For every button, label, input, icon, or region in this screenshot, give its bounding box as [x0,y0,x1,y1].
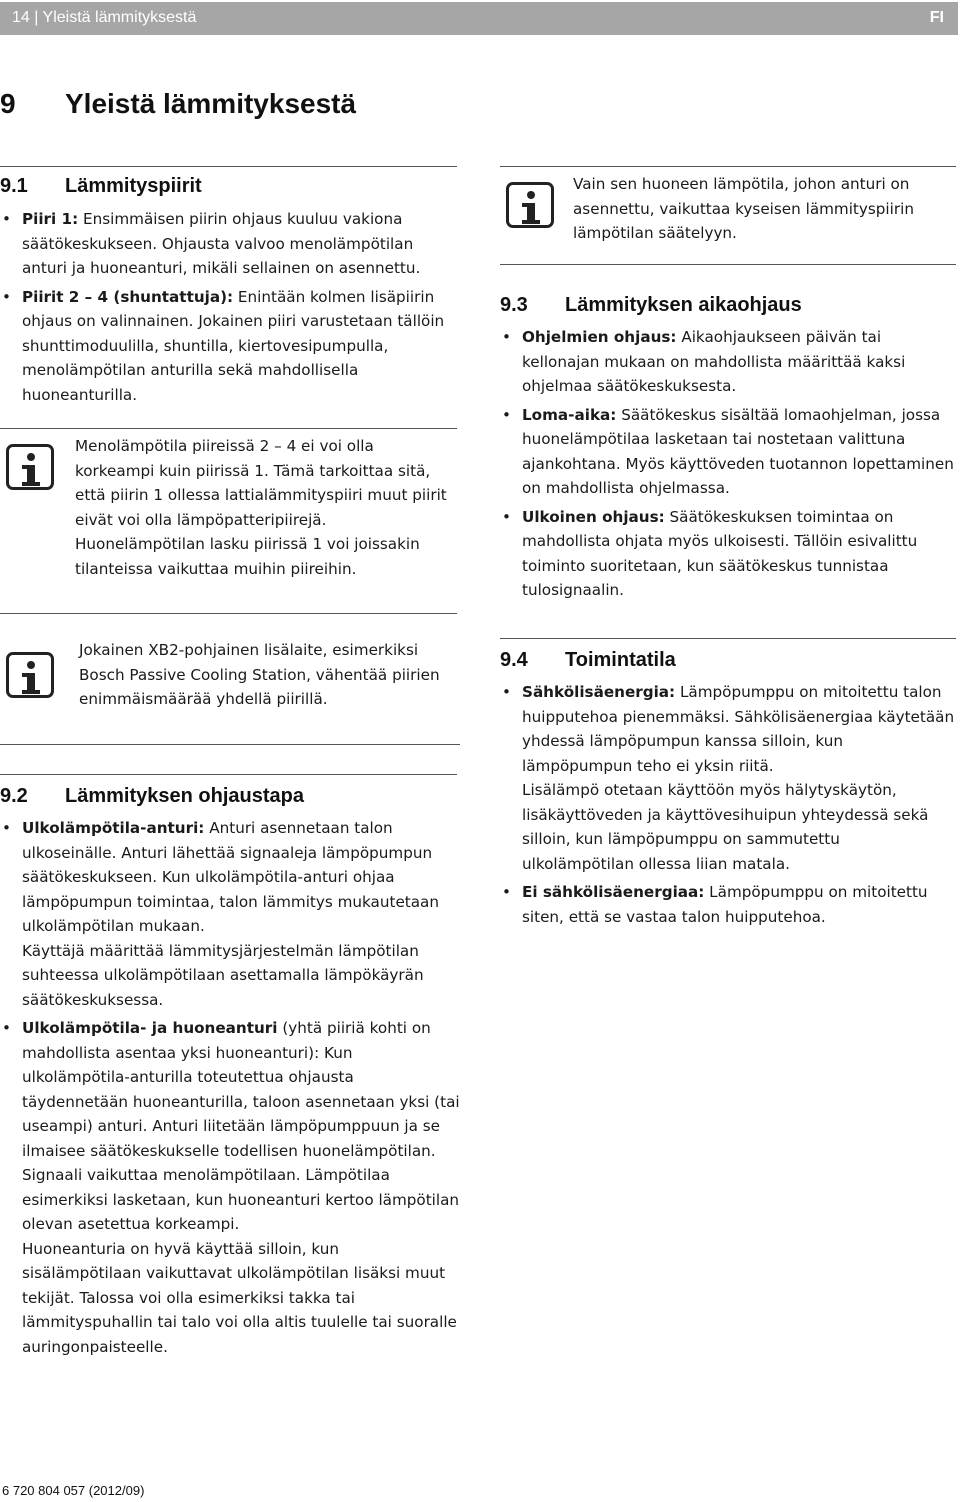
section-rule [0,774,457,775]
page-header [0,2,958,35]
chapter-title: Yleistä lämmityksestä [65,88,357,119]
note-text: Menolämpötila piireissä 2 – 4 ei voi olla korkeampi kuin piirissä 1. Tämä tarkoittaa sitä, että piirin 1 ollessa lattialämmityspiiri muut piirit eivät voi olla lämpöpatteripiirejä. Huonelämpötilan lasku piirissä 1 voi joissakin tilanteissa vaikuttaa muihin piireihin. [75,437,447,578]
list-text: Aikaohjaukseen päivän tai kellonajan mukaan on mahdollista määrittää kaksi ohjelmaa säätökeskuksesta. [522,328,906,395]
list-item [500,880,956,929]
section-number: 9.3 [500,294,528,316]
section-9-1-heading [0,175,202,198]
note-rule-top [500,166,956,167]
list-extra-text: Huoneanturia on hyvä käyttää silloin, kun sisälämpötilaan vaikuttavat ulkolämpötilan lisäksi muut tekijät. Talossa voi olla esimerkiksi takka tai lämmityspuhallin tai talo voi olla altis tuulelle tai suoralle auringonpaisteelle. [22,1239,457,1356]
section-title: Lämmityksen ohjaustapa [65,785,304,807]
header-page-title: 14 | Yleistä lämmityksestä [12,9,197,26]
info-icon [506,182,554,228]
list-text: Enintään kolmen lisäpiirin ohjaus on valinnainen. Jokainen piiri varustetaan tällöin shunttimoduulilla, shuntilla, kiertovesipumpulla, menolämpötilan anturilla sekä mahdollisella huoneanturilla. [22,287,445,404]
section-9-1-list [0,207,457,411]
section-rule [500,638,956,639]
info-note [0,428,457,614]
info-note-xb2 [0,636,460,748]
section-9-3-heading [500,294,802,317]
info-note-room [500,166,956,266]
list-text: Lämpöpumppu on mitoitettu talon huipputehoa pienemmäksi. Sähkölisäenergiaa käytetään yhdessä lämpöpumpun kanssa silloin, kun lämpöpumpun teho ei yksin riitä. [522,683,955,775]
list-term: Ulkolämpötila- ja huoneanturi [22,1019,278,1037]
list-term: Ei sähkölisäenergiaa: [522,883,705,901]
list-text: (yhtä piiriä kohti on mahdollista asentaa yksi huoneanturi): Kun ulkolämpötila-anturilla toteutettua ohjausta täydennetään huoneanturilla, taloon asennetaan yksi (tai useampi) anturi. Anturi liitetään lämpöpumppuun ja se ilmaisee säätökeskukselle todellisen huonelämpötilan. Signaali vaikuttaa menolämpötilaan. Lämpötilaa esimerkiksi lasketaan, kun huoneanturi kertoo lämpötilan olevan asetettua korkeampi. [22,1019,460,1233]
list-item [0,816,460,1012]
list-item [500,325,956,399]
section-9-3-list [500,325,956,607]
list-term: Ulkolämpötila-anturi: [22,819,205,837]
section-rule [0,166,457,167]
info-icon [6,652,54,698]
section-title: Lämmityksen aikaohjaus [565,294,802,316]
list-item [500,403,956,501]
list-term: Loma-aika: [522,405,617,424]
section-number: 9.4 [500,649,528,671]
note-rule-bottom [0,744,460,745]
section-9-2-list [0,816,460,1363]
list-extra-text: Käyttäjä määrittää lämmitysjärjestelmän lämpötilan suhteessa ulkolämpötilaan asettamalla lämpökäyrän säätökeskuksessa. [22,941,424,1009]
list-text: Anturi asennetaan talon ulkoseinälle. Anturi lähettää signaaleja lämpöpumpun säätökeskukseen. Kun ulkolämpötila-anturi ohjaa lämpöpumpun toimintaa, talon lämmitys mukautetaan ulkolämpötilan mukaan. [22,819,439,935]
list-text: Ensimmäisen piirin ohjaus kuuluu vakiona säätökeskukseen. Ohjausta valvoo menolämpötilan anturi ja huoneanturi, mikäli sellainen on asennettu. [22,210,421,277]
chapter-number: 9 [0,88,16,119]
note-rule-bottom [500,264,956,265]
list-extra-text: Lisälämpö otetaan käyttöön myös hälytyskäytön, lisäkäyttöveden ja käyttövesihuipun yhteydessä sekä silloin, kun lämpöpumppu on sammutettu ulkolämpötilan ollessa liian matala. [522,781,929,873]
list-item [0,207,457,281]
header-language: FI [929,9,944,26]
note-text: Jokainen XB2-pohjainen lisälaite, esimerkiksi Bosch Passive Cooling Station, vähentää piirien enimmäismäärää yhdellä piirillä. [79,641,440,708]
note-rule-top [0,428,457,429]
list-item [500,505,956,603]
document-code: 6 720 804 057 (2012/09) [2,1483,145,1498]
section-number: 9.2 [0,785,28,807]
section-9-4-heading [500,649,676,672]
note-rule-bottom [0,613,457,614]
list-term: Piirit 2 – 4 (shuntattuja): [22,287,234,306]
list-item [500,680,956,876]
info-icon [6,444,54,490]
list-term: Piiri 1: [22,210,79,228]
list-text: Säätökeskuksen toimintaa on mahdollista ohjata myös ulkoisesti. Tällöin esivalittu toiminto suoritetaan, kun säätökeskus tunnistaa tulosignaalin. [522,507,918,599]
list-term: Ulkoinen ohjaus: [522,507,665,526]
section-number: 9.1 [0,175,28,197]
list-term: Sähkölisäenergia: [522,683,676,701]
list-term: Ohjelmien ohjaus: [522,328,677,346]
section-9-2-heading [0,785,304,808]
section-title: Toimintatila [565,649,676,671]
list-item [0,1016,460,1359]
note-text: Vain sen huoneen lämpötila, johon anturi on asennettu, vaikuttaa kyseisen lämmityspiirin lämpötilan säätelyyn. [573,175,914,242]
list-text: Säätökeskus sisältää lomaohjelman, jossa huonelämpötilaa lasketaan tai nostetaan valittuna ajankohtana. Myös käyttöveden tuotannon lopettaminen on mahdollista ohjelmassa. [522,405,954,497]
chapter-heading [0,88,356,120]
section-title: Lämmityspiirit [65,175,202,197]
list-text: Lämpöpumppu on mitoitettu siten, että se vastaa talon huipputehoa. [522,883,928,926]
list-item [0,285,457,408]
section-9-4-list [500,680,956,933]
